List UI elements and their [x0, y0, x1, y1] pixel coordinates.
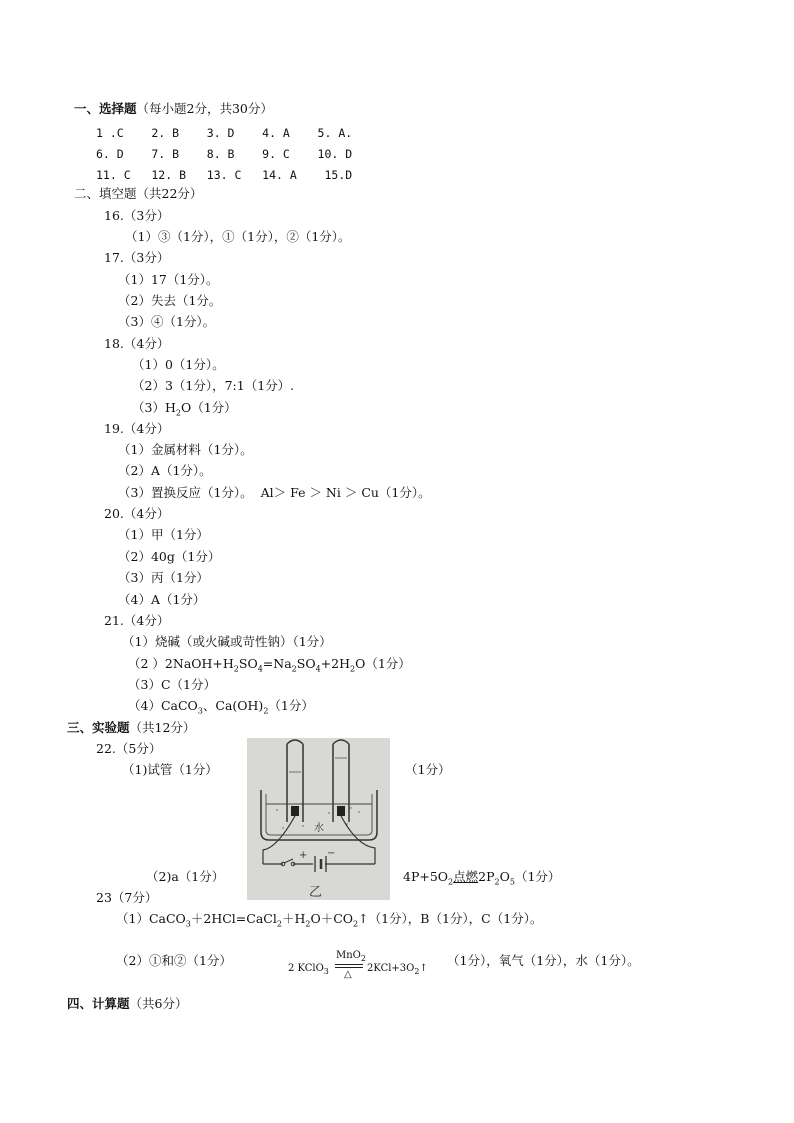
yi-label: 乙 [309, 885, 323, 900]
text-part: O [499, 869, 510, 884]
q19-line-2: （2）A（1分）。 [118, 463, 212, 478]
text-part: （2 ）2NaOH+H [128, 656, 234, 671]
q22-line-1: （1)试管（1分） [122, 762, 218, 777]
text-part: SO [238, 656, 258, 671]
q22-heading: 22.（5分） [96, 741, 162, 756]
text-part: ＋H [281, 911, 306, 926]
subscript: 2 [353, 919, 359, 929]
text-part: （4）CaCO [128, 698, 198, 713]
products [367, 963, 428, 974]
q18-line-3 [132, 400, 237, 416]
reaction-condition: 点燃 [453, 869, 479, 884]
q19-line-3: （3）置换反应（1分）。 Al＞ Fe ＞ Ni ＞ Cu（1分）。 [118, 485, 431, 500]
section2-title: 二、填空题（共22分） [74, 186, 203, 201]
text-part: SO [296, 656, 316, 671]
text-part: 4P+5O [403, 869, 449, 884]
mc-answers-row-3: 11. C 12. B 13. C 14. A 15.D [96, 168, 353, 182]
right-electrode [337, 806, 345, 816]
q17-line-3: （3）④（1分）。 [118, 314, 216, 329]
q21-line-3: （3）C（1分） [128, 677, 216, 692]
section1-note: （每小题2分，共30分） [136, 101, 273, 116]
water-label: 水 [314, 823, 324, 834]
q21-heading: 21.（4分） [104, 613, 170, 628]
text-part: +2H [320, 656, 350, 671]
section4-title: 四、计算题 [67, 996, 130, 1011]
q23-line-2: （2）①和②（1分） [116, 953, 232, 968]
subscript: 5 [509, 877, 515, 887]
negative-terminal-label: − [327, 848, 336, 859]
catalyst-label [336, 950, 366, 961]
text-part: 2KCl+3O [367, 963, 415, 974]
q21-line-1: （1）烧碱（或火碱或苛性钠）（1分） [122, 634, 332, 649]
section1-title: 一、选择题 [74, 101, 137, 116]
kclo3-decomposition-equation [288, 950, 438, 984]
q21-line-2 [128, 656, 411, 672]
heat-symbol: △ [344, 969, 352, 980]
subscript: 2 [276, 919, 282, 929]
text-part: （1分） [514, 869, 561, 884]
q22-phosphorus-equation [403, 869, 560, 885]
text-part: MnO [336, 950, 361, 961]
section4-note: （共6分） [129, 996, 188, 1011]
subscript: 2 [360, 954, 366, 963]
q18-heading: 18.（4分） [104, 336, 170, 351]
q23-line-2-scores: （1分），氧气（1分），水（1分）。 [447, 953, 640, 968]
text-part: O＋CO [310, 911, 354, 926]
left-electrode [291, 806, 299, 816]
mc-answers-row-1: 1 .C 2. B 3. D 4. A 5. A. [96, 126, 353, 140]
subscript: 2 [448, 877, 454, 887]
q22-line-2: （2)a（1分） [146, 869, 225, 884]
reactant [288, 963, 329, 974]
subscript: 3 [197, 706, 203, 716]
q17-line-2: （2）失去（1分。 [118, 293, 222, 308]
q17-line-1: （1）17（1分）。 [118, 272, 219, 287]
section3-title: 三、实验题 [67, 720, 130, 735]
q23-heading: 23（7分） [96, 890, 158, 905]
section3-heading [67, 720, 195, 736]
subscript: 3 [185, 919, 191, 929]
q20-line-2: （2）40g（1分） [118, 549, 221, 564]
subscript: 2 [350, 664, 356, 674]
subscript: 2 [233, 664, 239, 674]
electrolysis-apparatus-diagram [247, 738, 390, 900]
q19-heading: 19.（4分） [104, 421, 170, 436]
text-part: ↑ [419, 963, 428, 974]
subscript: 2 [263, 706, 269, 716]
right-test-tube-top [333, 740, 349, 744]
equals-bar [335, 964, 363, 968]
text-part: ↑（1分），B（1分），C（1分）。 [358, 911, 543, 926]
q21-line-4 [128, 698, 314, 714]
text-part: （3）H [132, 400, 176, 415]
text-part: 2P [478, 869, 495, 884]
text-part: 2 KClO [288, 963, 324, 974]
subscript: 2 [414, 967, 420, 976]
q20-line-3: （3）丙（1分） [118, 570, 209, 585]
left-test-tube-top [287, 740, 303, 744]
subscript: 4 [315, 664, 321, 674]
text-part: O（1分） [180, 400, 237, 415]
subscript: 2 [494, 877, 500, 887]
section1-heading [74, 101, 273, 117]
section3-note: （共12分） [129, 720, 196, 735]
subscript: 4 [257, 664, 263, 674]
q18-line-1: （1）0（1分）。 [132, 357, 225, 372]
subscript: 2 [175, 408, 181, 418]
subscript: 2 [291, 664, 297, 674]
text-part: =Na [262, 656, 292, 671]
q19-line-1: （1）金属材料（1分）。 [118, 442, 253, 457]
positive-terminal-label: + [299, 850, 308, 861]
q23-line-1 [116, 911, 542, 927]
q20-heading: 20.（4分） [104, 506, 170, 521]
subscript: 3 [323, 967, 329, 976]
q16-heading: 16.（3分） [104, 208, 170, 223]
subscript: 2 [305, 919, 311, 929]
text-part: 、Ca(OH) [202, 698, 264, 713]
q16-line-1: （1）③（1分），①（1分），②（1分）。 [125, 229, 351, 244]
text-part: （1）CaCO [116, 911, 186, 926]
section4-heading [67, 996, 187, 1012]
text-part: O（1分） [355, 656, 411, 671]
q20-line-1: （1）甲（1分） [118, 527, 209, 542]
text-part: （1分） [268, 698, 314, 713]
q20-line-4: （4）A（1分） [118, 592, 206, 607]
text-part: ＋2HCl=CaCl [190, 911, 277, 926]
q18-line-2: （2）3（1分），7:1（1分）. [132, 378, 295, 393]
q22-line-1-score: （1分） [405, 762, 451, 777]
mc-answers-row-2: 6. D 7. B 8. B 9. C 10. D [96, 147, 353, 161]
q17-heading: 17.（3分） [104, 250, 170, 265]
